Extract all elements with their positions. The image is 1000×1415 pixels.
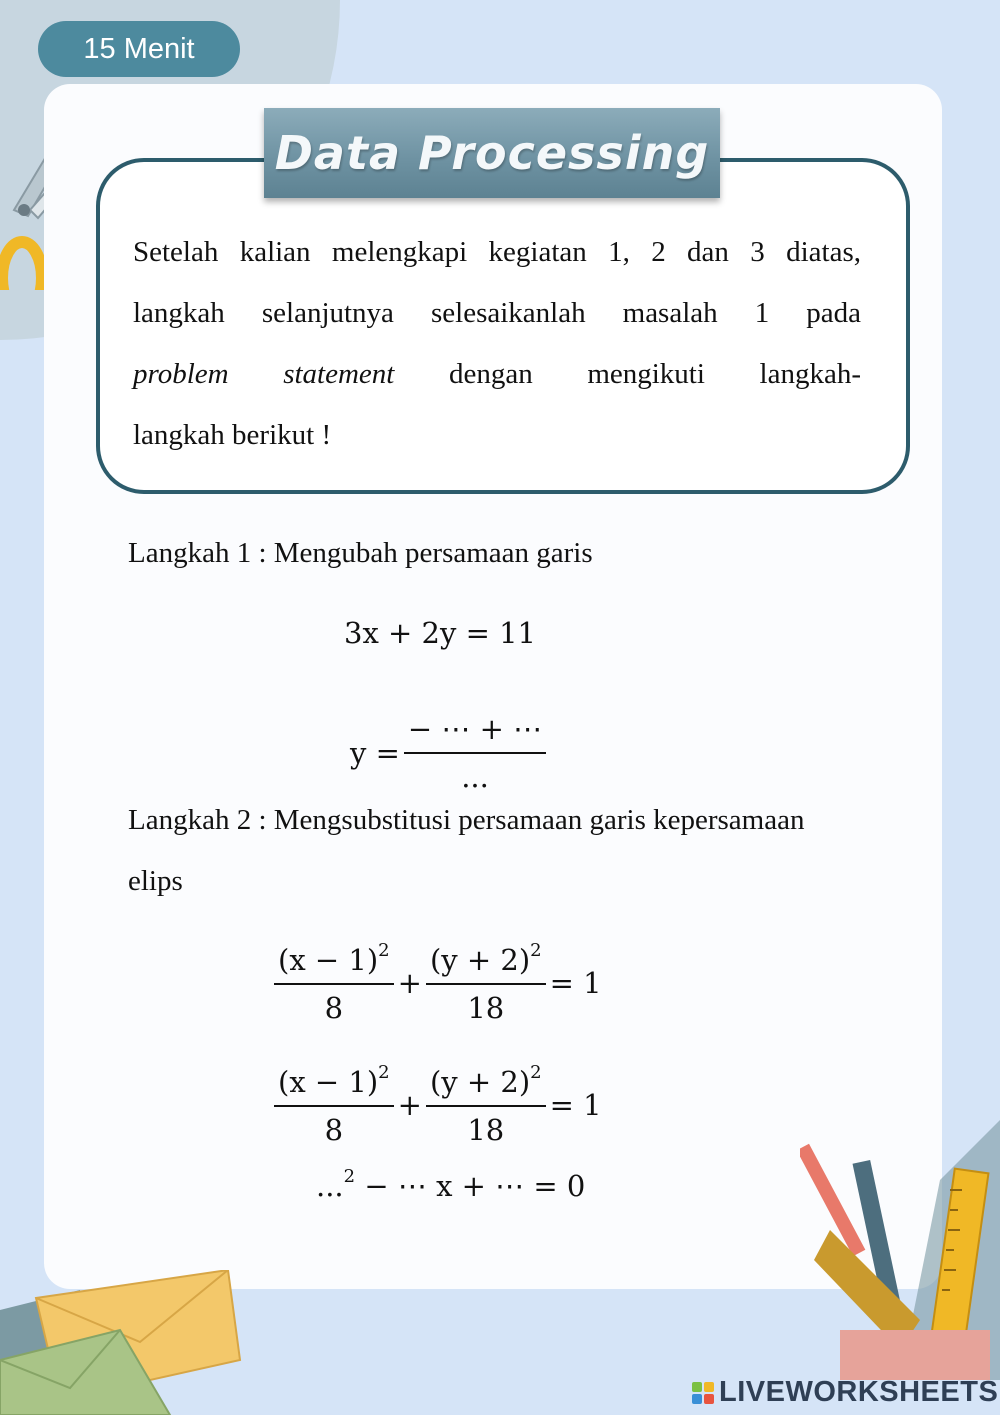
ellipse-den-x: 8 [324, 991, 344, 1025]
ellipse-fraction-y [426, 1062, 546, 1147]
intro-line-1: Setelah kalian melengkapi kegiatan 1, 2 dan 3 diatas, [133, 236, 861, 268]
ellipse-fraction-y [426, 940, 546, 1025]
timer-label: 15 Menit [83, 32, 195, 65]
ellipse-equation-2 [270, 1062, 602, 1147]
ellipse-fraction-x [274, 1062, 394, 1147]
exponent: 2 [530, 1062, 542, 1083]
ellipse-den-x: 8 [324, 1113, 344, 1147]
intro-line-3-rest: dengan mengikuti langkah- [394, 358, 861, 390]
equals-one: = 1 [549, 1087, 602, 1122]
timer-badge [38, 21, 240, 77]
envelope-icon [0, 1270, 250, 1415]
ellipse-num-y: (y + 2) [429, 943, 531, 977]
ellipse-fraction-x [274, 940, 394, 1025]
y-denominator: ... [461, 760, 489, 794]
quad-lead: ... [316, 1169, 344, 1203]
exponent: 2 [378, 1062, 390, 1083]
ellipse-num-y: (y + 2) [429, 1065, 531, 1099]
intro-line-3 [133, 344, 861, 405]
line-equation: 3x + 2y = 11 [344, 616, 537, 650]
step-1-heading: Langkah 1 : Mengubah persamaan garis [128, 537, 593, 569]
intro-line-2: langkah selanjutnya selesaikanlah masalah 1 pada [133, 297, 861, 329]
ellipse-equation-1 [270, 940, 602, 1025]
ellipse-den-y: 18 [467, 1113, 505, 1147]
exponent: 2 [343, 1166, 356, 1187]
intro-line-4: langkah berikut ! [133, 419, 332, 451]
plus-sign: + [397, 1087, 422, 1122]
quad-rest: − ⋯ x + ⋯ = 0 [355, 1169, 586, 1203]
quadratic-equation [316, 1166, 585, 1203]
ellipse-den-y: 18 [467, 991, 505, 1025]
liveworksheets-watermark [692, 1376, 998, 1409]
y-numerator: − ⋯ + ⋯ [404, 712, 546, 754]
pencil-cup-icon [800, 1120, 1000, 1380]
exponent: 2 [378, 940, 390, 961]
intro-text [133, 222, 861, 466]
ellipse-num-x: (x − 1) [278, 943, 379, 977]
y-fraction [404, 712, 546, 794]
plus-sign: + [397, 965, 422, 1000]
section-title: Data Processing [264, 108, 720, 198]
ellipse-num-x: (x − 1) [278, 1065, 379, 1099]
step-2-heading-cont: elips [128, 865, 183, 897]
liveworksheets-logo-icon [692, 1382, 714, 1404]
intro-italic: problem statement [133, 358, 395, 390]
exponent: 2 [530, 940, 542, 961]
y-lhs: y = [350, 736, 400, 770]
y-equation [350, 712, 550, 794]
watermark-text: LIVEWORKSHEETS [719, 1376, 999, 1408]
step-2-heading: Langkah 2 : Mengsubstitusi persamaan garis kepersamaan [128, 804, 805, 836]
equals-one: = 1 [549, 965, 602, 1000]
